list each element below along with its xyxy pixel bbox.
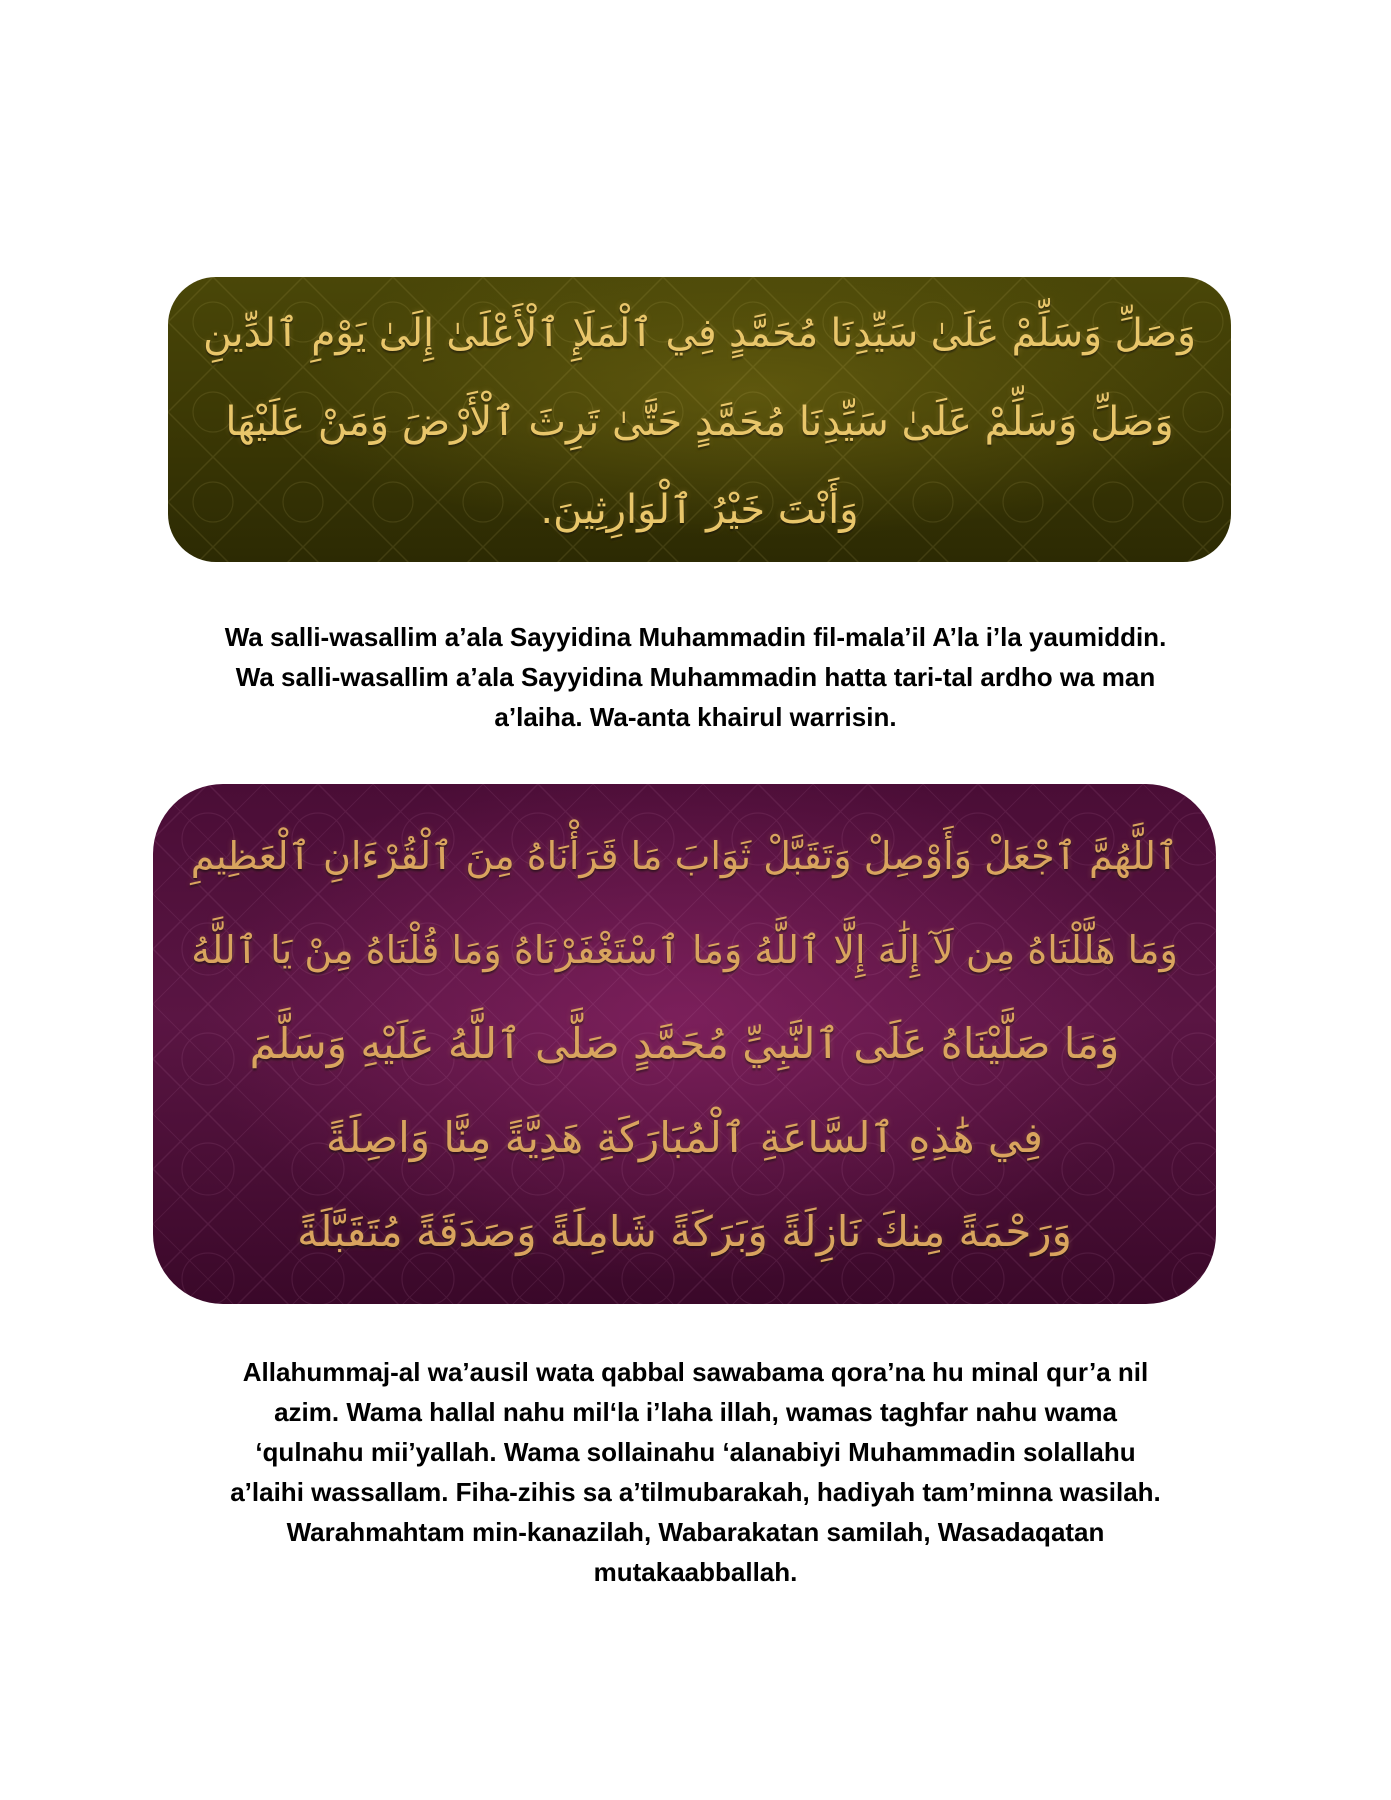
transliteration-line: Allahummaj-al wa’ausil wata qabbal sawabama qora’na hu minal qur’a nil <box>242 1357 1149 1387</box>
arabic-dua-image-2 <box>153 784 1216 1304</box>
arabic-line-3: وَمَا صَلَّيْنَاهُ عَلَى ٱلنَّبِيِّ مُحَمَّدٍ صَلَّى ٱللَّهُ عَلَيْهِ وَسَلَّمَ <box>249 1019 1120 1068</box>
arabic-line-5: وَرَحْمَةً مِنكَ نَازِلَةً وَبَرَكَةً شَامِلَةً وَصَدَقَةً مُتَقَبَّلَةً <box>297 1207 1072 1256</box>
transliteration-paragraph-2 <box>150 1352 1241 1592</box>
transliteration-line: Warahmahtam min-kanazilah, Wabarakatan samilah, Wasadaqatan <box>286 1517 1105 1547</box>
transliteration-line: a’laiha. Wa-anta khairul warrisin. <box>494 702 897 732</box>
transliteration-line: azim. Wama hallal nahu mil‘la i’laha illah, wamas taghfar nahu wama <box>274 1397 1117 1427</box>
arabic-line-3: وَأَنْتَ خَيْرُ ٱلْوَارِثِينَ. <box>540 486 859 533</box>
transliteration-line: ‘qulnahu mii’yallah. Wama sollainahu ‘alanabiyi Muhammadin solallahu <box>255 1437 1136 1467</box>
transliteration-line: a’laihi wassallam. Fiha-zihis sa a’tilmubarakah, hadiyah tam’minna wasilah. <box>230 1477 1161 1507</box>
arabic-dua-image-1 <box>168 277 1231 562</box>
transliteration-line: Wa salli-wasallim a’ala Sayyidina Muhammadin hatta tari-tal ardho wa man <box>235 662 1156 692</box>
transliteration-paragraph-1 <box>150 617 1241 737</box>
arabic-line-1: ٱللَّهُمَّ ٱجْعَلْ وَأَوْصِلْ وَتَقَبَّلْ ثَوَابَ مَا قَرَأْنَاهُ مِنَ ٱلْقُرْءَانِ ٱلْعَظِيمِ <box>190 834 1179 878</box>
arabic-line-1: وَصَلِّ وَسَلِّمْ عَلَىٰ سَيِّدِنَا مُحَمَّدٍ فِي ٱلْمَلَإِ ٱلْأَعْلَىٰ إِلَىٰ يَوْمِ ٱلدِّينِ <box>203 310 1196 356</box>
transliteration-line: Wa salli-wasallim a’ala Sayyidina Muhammadin fil-mala’il A’la i’la yaumiddin. <box>224 622 1167 652</box>
arabic-line-4: فِي هَٰذِهِ ٱلسَّاعَةِ ٱلْمُبَارَكَةِ هَدِيَّةً مِنَّا وَاصِلَةً <box>326 1113 1043 1162</box>
arabic-line-2: وَمَا هَلَّلْنَاهُ مِن لَآ إِلَٰهَ إِلَّا ٱللَّهُ وَمَا ٱسْتَغْفَرْنَاهُ وَمَا قُلْنَاهُ مِنْ يَا ٱللَّهُ <box>191 928 1178 972</box>
arabic-line-2: وَصَلِّ وَسَلِّمْ عَلَىٰ سَيِّدِنَا مُحَمَّدٍ حَتَّىٰ تَرِثَ ٱلْأَرْضَ وَمَنْ عَلَيْهَا <box>225 398 1174 445</box>
transliteration-line: mutakaabballah. <box>593 1557 798 1587</box>
